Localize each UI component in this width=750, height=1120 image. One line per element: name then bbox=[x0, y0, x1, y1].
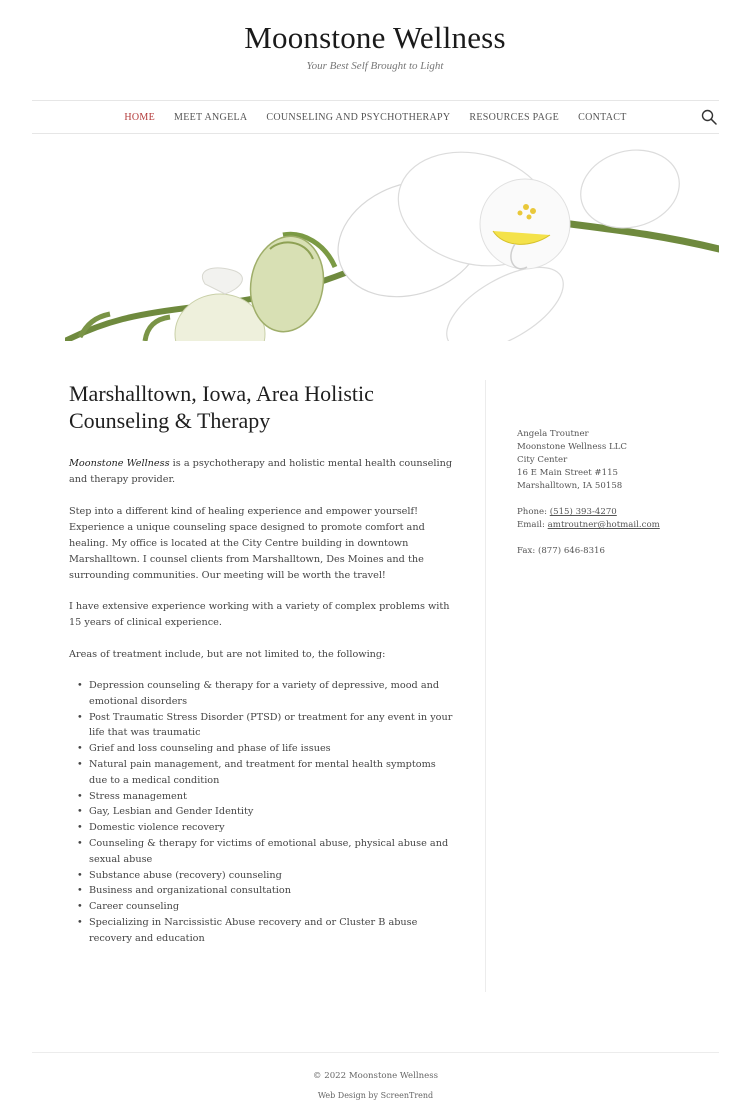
paragraph-treatment-intro: Areas of treatment include, but are not limited to, the following: bbox=[69, 648, 386, 660]
list-item: • Post Traumatic Stress Disorder (PTSD) or treatment for any event in your life that was traumatic bbox=[77, 710, 454, 742]
email-link[interactable]: amtroutner@hotmail.com bbox=[547, 520, 660, 530]
search-icon bbox=[701, 109, 717, 125]
city-state-zip: Marshalltown, IA 50158 bbox=[517, 481, 623, 491]
street-address: 16 E Main Street #115 bbox=[517, 468, 619, 478]
list-item: • Stress management bbox=[77, 789, 454, 805]
brand-name: Moonstone Wellness bbox=[69, 458, 170, 469]
page-title: Marshalltown, Iowa, Area Holistic Counseling & Therapy bbox=[69, 381, 374, 433]
nav-item-resources[interactable]: RESOURCES PAGE bbox=[469, 111, 560, 123]
list-item: • Depression counseling & therapy for a variety of depressive, mood and emotional disorders bbox=[77, 678, 454, 710]
email-line bbox=[517, 519, 717, 532]
paragraph-office: Step into a different kind of healing experience and empower yourself! Experience a unique counseling space designed to promote comfort and healing. My office is located at the City Centre building in downtown Marshalltown. I counsel clients from Marshalltown, Des Moines and the surrounding communities. Our meeting will be worth the travel! bbox=[69, 505, 425, 581]
hero-image bbox=[65, 149, 719, 341]
site-footer bbox=[32, 1052, 719, 1100]
list-item: • Natural pain management, and treatment for mental health symptoms due to a medical condition bbox=[77, 757, 454, 789]
nav-list bbox=[32, 101, 719, 133]
email-label: Email: bbox=[517, 520, 548, 530]
main-navigation bbox=[32, 100, 719, 134]
footer-copyright: © 2022 Moonstone Wellness bbox=[312, 1071, 439, 1081]
phone-link[interactable]: (515) 393-4270 bbox=[549, 507, 617, 517]
treatment-list bbox=[77, 678, 454, 947]
intro-paragraph bbox=[69, 456, 454, 488]
footer-credit-link[interactable]: Web Design by ScreenTrend bbox=[317, 1091, 434, 1100]
nav-item-home[interactable]: HOME bbox=[124, 111, 156, 123]
nav-item-meet-angela[interactable]: MEET ANGELA bbox=[174, 111, 248, 123]
phone-label: Phone: bbox=[517, 507, 550, 517]
address-block bbox=[517, 428, 717, 493]
list-item: • Domestic violence recovery bbox=[77, 820, 454, 836]
list-item: • Counseling & therapy for victims of emotional abuse, physical abuse and sexual abuse bbox=[77, 836, 454, 868]
list-item: • Career counseling bbox=[77, 899, 454, 915]
main-content bbox=[69, 380, 454, 947]
list-item: • Business and organizational consultation bbox=[77, 883, 454, 899]
search-button[interactable] bbox=[701, 109, 717, 125]
list-item: • Gay, Lesbian and Gender Identity bbox=[77, 804, 454, 820]
intro-text: is a psychotherapy and holistic mental health counseling and therapy provider. bbox=[69, 458, 453, 485]
orchid-illustration bbox=[65, 149, 719, 341]
nav-item-contact[interactable]: CONTACT bbox=[578, 111, 627, 123]
list-item: • Grief and loss counseling and phase of life issues bbox=[77, 741, 454, 757]
building-name: City Center bbox=[517, 455, 568, 465]
fax-number: Fax: (877) 646-8316 bbox=[517, 546, 605, 556]
phone-line bbox=[517, 506, 717, 519]
fax-block bbox=[517, 545, 717, 558]
list-item: • Substance abuse (recovery) counseling bbox=[77, 868, 454, 884]
site-title[interactable]: Moonstone Wellness bbox=[244, 20, 506, 55]
site-tagline: Your Best Self Brought to Light bbox=[306, 60, 444, 72]
nav-item-counseling[interactable]: COUNSELING AND PSYCHOTHERAPY bbox=[266, 111, 451, 123]
contact-block bbox=[517, 506, 717, 532]
company-name: Moonstone Wellness LLC bbox=[517, 442, 627, 452]
paragraph-experience: I have extensive experience working with a variety of complex problems with 15 years of clinical experience. bbox=[69, 601, 450, 628]
list-item: • Specializing in Narcissistic Abuse recovery and or Cluster B abuse recovery and education bbox=[77, 915, 454, 947]
sidebar-divider bbox=[485, 380, 486, 992]
contact-name: Angela Troutner bbox=[517, 429, 589, 439]
contact-sidebar bbox=[517, 428, 717, 571]
